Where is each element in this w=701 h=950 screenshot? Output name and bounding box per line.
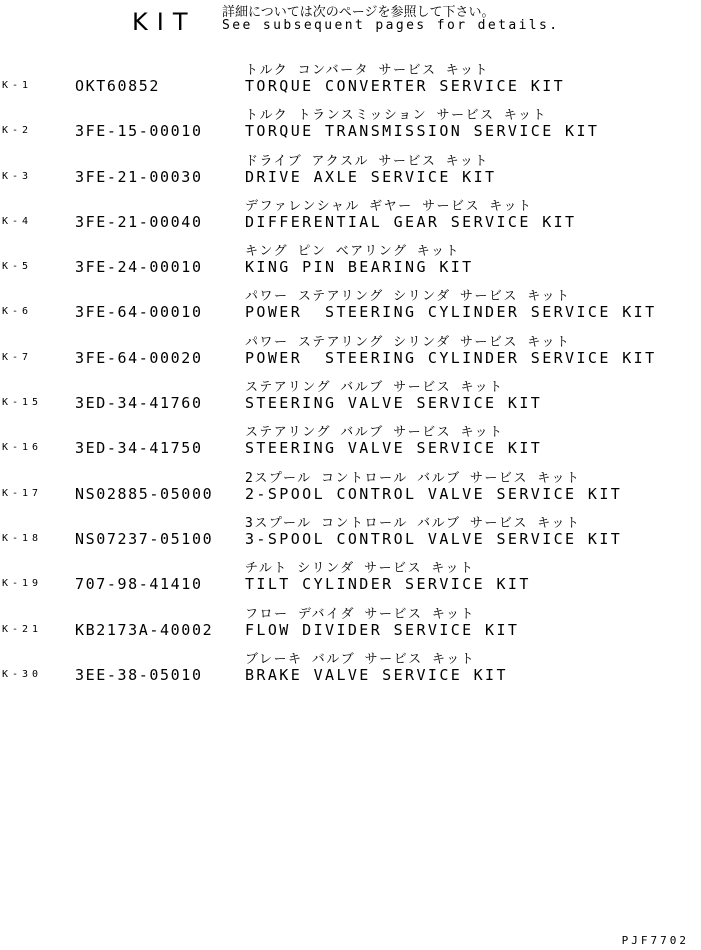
kit-name-japanese: デファレンシャル ギヤー サービス キット — [245, 198, 533, 214]
kit-part-number: 3FE-15-00010 — [75, 122, 203, 141]
kit-item — [0, 420, 701, 465]
details-note-japanese: 詳細については次のページを参照して下さい。 — [222, 5, 495, 20]
kit-name-japanese: チルト シリンダ サービス キット — [245, 561, 475, 577]
kit-name-english: DRIVE AXLE SERVICE KIT — [245, 167, 497, 186]
kit-item — [0, 239, 701, 284]
kit-name-english: TORQUE TRANSMISSION SERVICE KIT — [245, 122, 600, 141]
kit-part-number: 3FE-24-00010 — [75, 258, 203, 277]
kit-name-english: FLOW DIVIDER SERVICE KIT — [245, 620, 520, 639]
kit-part-number: 3FE-21-00040 — [75, 212, 203, 231]
kit-name-english: 2-SPOOL CONTROL VALVE SERVICE KIT — [245, 484, 623, 503]
kit-part-number: KB2173A-40002 — [75, 620, 214, 639]
kit-name-japanese: ステアリング バルブ サービス キット — [245, 425, 504, 441]
kit-name-english: TILT CYLINDER SERVICE KIT — [245, 575, 531, 594]
kit-name-english: KING PIN BEARING KIT — [245, 258, 474, 277]
page-code: PJF7702 — [621, 934, 689, 947]
kit-part-number: 3FE-64-00010 — [75, 303, 203, 322]
kit-part-number: NS07237-05100 — [75, 529, 214, 548]
kit-name-english: DIFFERENTIAL GEAR SERVICE KIT — [245, 212, 577, 231]
kit-name-english: POWER STEERING CYLINDER SERVICE KIT — [245, 303, 657, 322]
kit-name-english: POWER STEERING CYLINDER SERVICE KIT — [245, 348, 657, 367]
page-title: KIT — [132, 8, 197, 36]
kit-name-japanese: ブレーキ バルブ サービス キット — [245, 651, 476, 667]
kit-part-number: 707-98-41410 — [75, 575, 203, 594]
kit-ref: K-7 — [2, 351, 33, 363]
kit-ref: K-18 — [2, 532, 43, 544]
kit-item — [0, 556, 701, 601]
kit-item — [0, 103, 701, 148]
kit-item — [0, 58, 701, 103]
kit-ref: K-1 — [2, 80, 33, 91]
kit-name-english: STEERING VALVE SERVICE KIT — [245, 394, 543, 413]
kit-ref: K-3 — [2, 170, 33, 182]
kit-item — [0, 602, 701, 647]
kit-name-english: BRAKE VALVE SERVICE KIT — [245, 665, 508, 684]
kit-name-english: TORQUE CONVERTER SERVICE KIT — [245, 77, 566, 95]
kit-ref: K-2 — [2, 125, 33, 137]
kit-item — [0, 466, 701, 511]
kit-name-japanese: パワー ステアリング シリンダ サービス キット — [245, 289, 571, 305]
kit-ref: K-17 — [2, 487, 43, 499]
kit-name-japanese: ステアリング バルブ サービス キット — [245, 380, 504, 396]
kit-name-japanese: パワー ステアリング シリンダ サービス キット — [245, 334, 571, 350]
kit-item — [0, 149, 701, 194]
kit-name-japanese: トルク トランスミッション サービス キット — [245, 108, 548, 124]
kit-name-japanese: 2スプール コントロール バルブ サービス キット — [245, 470, 581, 486]
kit-part-number: OKT60852 — [75, 77, 161, 95]
kit-ref: K-15 — [2, 397, 43, 409]
kit-part-number: NS02885-05000 — [75, 484, 214, 503]
kit-item — [0, 194, 701, 239]
kit-item — [0, 330, 701, 375]
kit-ref: K-21 — [2, 623, 43, 635]
kit-name-english: STEERING VALVE SERVICE KIT — [245, 439, 543, 458]
kit-part-number: 3FE-21-00030 — [75, 167, 203, 186]
kit-ref: K-19 — [2, 578, 43, 590]
kit-part-number: 3ED-34-41760 — [75, 394, 203, 413]
kit-list — [0, 58, 701, 692]
kit-name-japanese: キング ピン ベアリング キット — [245, 244, 461, 260]
details-note-english: See subsequent pages for details. — [222, 18, 560, 33]
kit-item — [0, 511, 701, 556]
kit-item — [0, 284, 701, 329]
kit-part-number: 3EE-38-05010 — [75, 665, 203, 684]
kit-ref: K-6 — [2, 306, 33, 318]
kit-name-japanese: トルク コンバータ サービス キット — [245, 63, 490, 78]
kit-name-english: 3-SPOOL CONTROL VALVE SERVICE KIT — [245, 529, 623, 548]
kit-ref: K-16 — [2, 442, 43, 454]
kit-part-number: 3ED-34-41750 — [75, 439, 203, 458]
kit-item — [0, 647, 701, 692]
kit-ref: K-30 — [2, 668, 43, 680]
kit-name-japanese: 3スプール コントロール バルブ サービス キット — [245, 515, 581, 531]
kit-name-japanese: フロー デバイダ サービス キット — [245, 606, 475, 622]
kit-item — [0, 375, 701, 420]
kit-ref: K-5 — [2, 261, 33, 273]
kit-part-number: 3FE-64-00020 — [75, 348, 203, 367]
kit-name-japanese: ドライブ アクスル サービス キット — [245, 153, 489, 169]
kit-ref: K-4 — [2, 215, 33, 227]
